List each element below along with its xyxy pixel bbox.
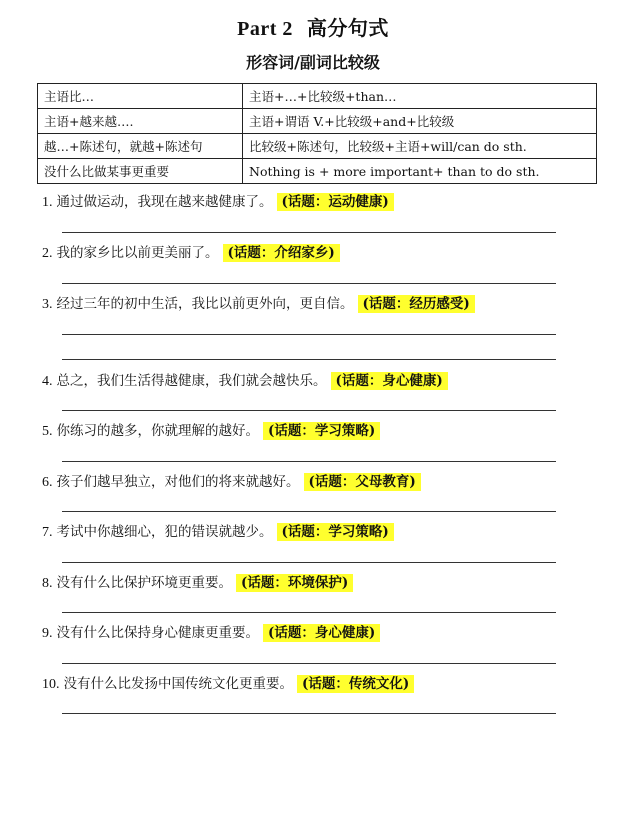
item-prompt: 没有什么比保护环境更重要。 [56, 575, 232, 591]
item-number: 2. [42, 246, 53, 261]
item-prompt: 总之，我们生活得越健康，我们就会越快乐。 [56, 373, 327, 389]
item-prompt: 没有什么比保持身心健康更重要。 [56, 625, 259, 641]
table-row [38, 159, 597, 184]
answer-line[interactable] [62, 612, 556, 613]
table-cell: 主语+…+比较级+than… [243, 84, 597, 109]
table-cell: 主语+越来越…. [38, 109, 243, 134]
item-prompt: 你练习的越多，你就理解的越好。 [56, 423, 259, 439]
answer-line[interactable] [62, 663, 556, 664]
item-number: 8. [42, 576, 53, 591]
table-cell: 主语+谓语 V.+比较级+and+比较级 [243, 109, 597, 134]
item-number: 7. [42, 525, 53, 540]
topic-tag: (话题：介绍家乡) [223, 244, 340, 262]
table-cell: 比较级+陈述句，比较级+主语+will/can do sth. [243, 134, 597, 159]
answer-line[interactable] [62, 359, 556, 360]
exercise-item-8 [42, 571, 602, 592]
topic-tag: (话题：身心健康) [263, 624, 380, 642]
answer-line[interactable] [62, 713, 556, 714]
table-cell: Nothing is + more important+ than to do sth. [243, 159, 597, 184]
item-number: 1. [42, 195, 53, 210]
answer-line[interactable] [62, 461, 556, 462]
exercise-item-10 [42, 672, 602, 693]
table-cell: 没什么比做某事更重要 [38, 159, 243, 184]
part-label: Part 2 [237, 18, 293, 40]
grammar-pattern-table [37, 83, 597, 184]
answer-line[interactable] [62, 410, 556, 411]
item-prompt: 孩子们越早独立，对他们的将来就越好。 [56, 474, 300, 490]
topic-tag: (话题：身心健康) [331, 372, 448, 390]
topic-tag: (话题：学习策略) [277, 523, 394, 541]
topic-tag: (话题：环境保护) [236, 574, 353, 592]
exercise-item-1 [42, 190, 602, 211]
exercise-item-5 [42, 419, 602, 440]
table-row [38, 84, 597, 109]
topic-tag: (话题：经历感受) [358, 295, 475, 313]
exercise-item-7 [42, 520, 602, 541]
table-row [38, 109, 597, 134]
topic-tag: (话题：传统文化) [297, 675, 414, 693]
topic-tag: (话题：学习策略) [263, 422, 380, 440]
section-title: 高分句式 [306, 18, 389, 40]
answer-line[interactable] [62, 562, 556, 563]
topic-tag: (话题：运动健康) [277, 193, 394, 211]
table-cell: 主语比… [38, 84, 243, 109]
exercise-item-9 [42, 621, 602, 642]
item-number: 10. [42, 677, 60, 692]
item-number: 9. [42, 626, 53, 641]
item-prompt: 通过做运动，我现在越来越健康了。 [56, 194, 273, 210]
item-number: 5. [42, 424, 53, 439]
answer-line[interactable] [62, 283, 556, 284]
item-number: 6. [42, 475, 53, 490]
item-prompt: 考试中你越细心，犯的错误就越少。 [56, 524, 273, 540]
section-subtitle: 形容词/副词比较级 [246, 53, 380, 72]
table-cell: 越…+陈述句，就越+陈述句 [38, 134, 243, 159]
topic-tag: (话题：父母教育) [304, 473, 421, 491]
item-prompt: 没有什么比发扬中国传统文化更重要。 [63, 676, 293, 692]
item-prompt: 经过三年的初中生活，我比以前更外向，更自信。 [56, 296, 354, 312]
answer-line[interactable] [62, 334, 556, 335]
exercise-item-2 [42, 241, 602, 262]
exercise-item-4 [42, 369, 602, 390]
item-number: 3. [42, 297, 53, 312]
item-prompt: 我的家乡比以前更美丽了。 [56, 245, 219, 261]
answer-line[interactable] [62, 232, 556, 233]
table-row [38, 134, 597, 159]
answer-line[interactable] [62, 511, 556, 512]
exercise-item-3 [42, 292, 602, 313]
item-number: 4. [42, 374, 53, 389]
page-title [0, 12, 626, 41]
exercise-item-6 [42, 470, 602, 491]
